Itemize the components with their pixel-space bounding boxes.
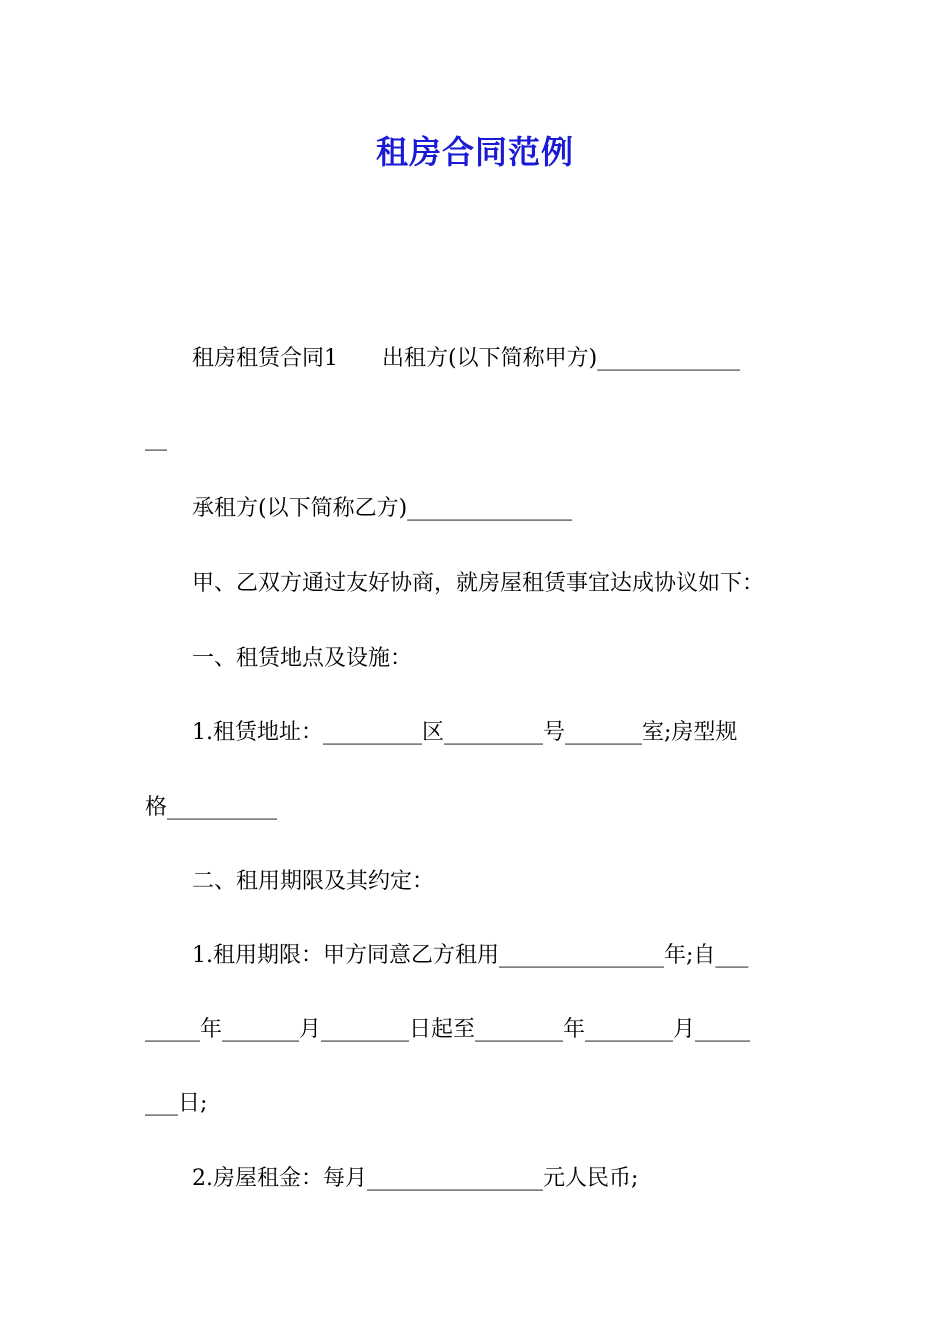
contract-line-lessee: 承租方(以下简称乙方)_______________: [192, 496, 573, 521]
contract-line-term-dates: _____年_______月________日起至________年________月_____: [145, 1017, 751, 1042]
contract-line-term: 1.租用期限：甲方同意乙方租用_______________年;自___: [192, 943, 749, 968]
contract-line-address-continued: 格__________: [145, 795, 278, 820]
section-heading-location: 一、租赁地点及设施：: [192, 646, 413, 671]
contract-line-term-end: ___日;: [145, 1091, 208, 1116]
contract-line-lessor-continued: __: [145, 426, 167, 451]
document-title: 租房合同范例: [375, 133, 574, 171]
contract-line-address: 1.租赁地址：_________区_________号_______室;房型规: [192, 720, 738, 745]
section-heading-term: 二、租用期限及其约定：: [192, 869, 435, 894]
contract-line-lessor: 租房租赁合同1 出租方(以下简称甲方)_____________: [192, 346, 741, 371]
contract-line-rent: 2.房屋租金：每月________________元人民币;: [192, 1166, 639, 1191]
contract-line-agreement: 甲、乙双方通过友好协商，就房屋租赁事宜达成协议如下：: [192, 571, 765, 596]
